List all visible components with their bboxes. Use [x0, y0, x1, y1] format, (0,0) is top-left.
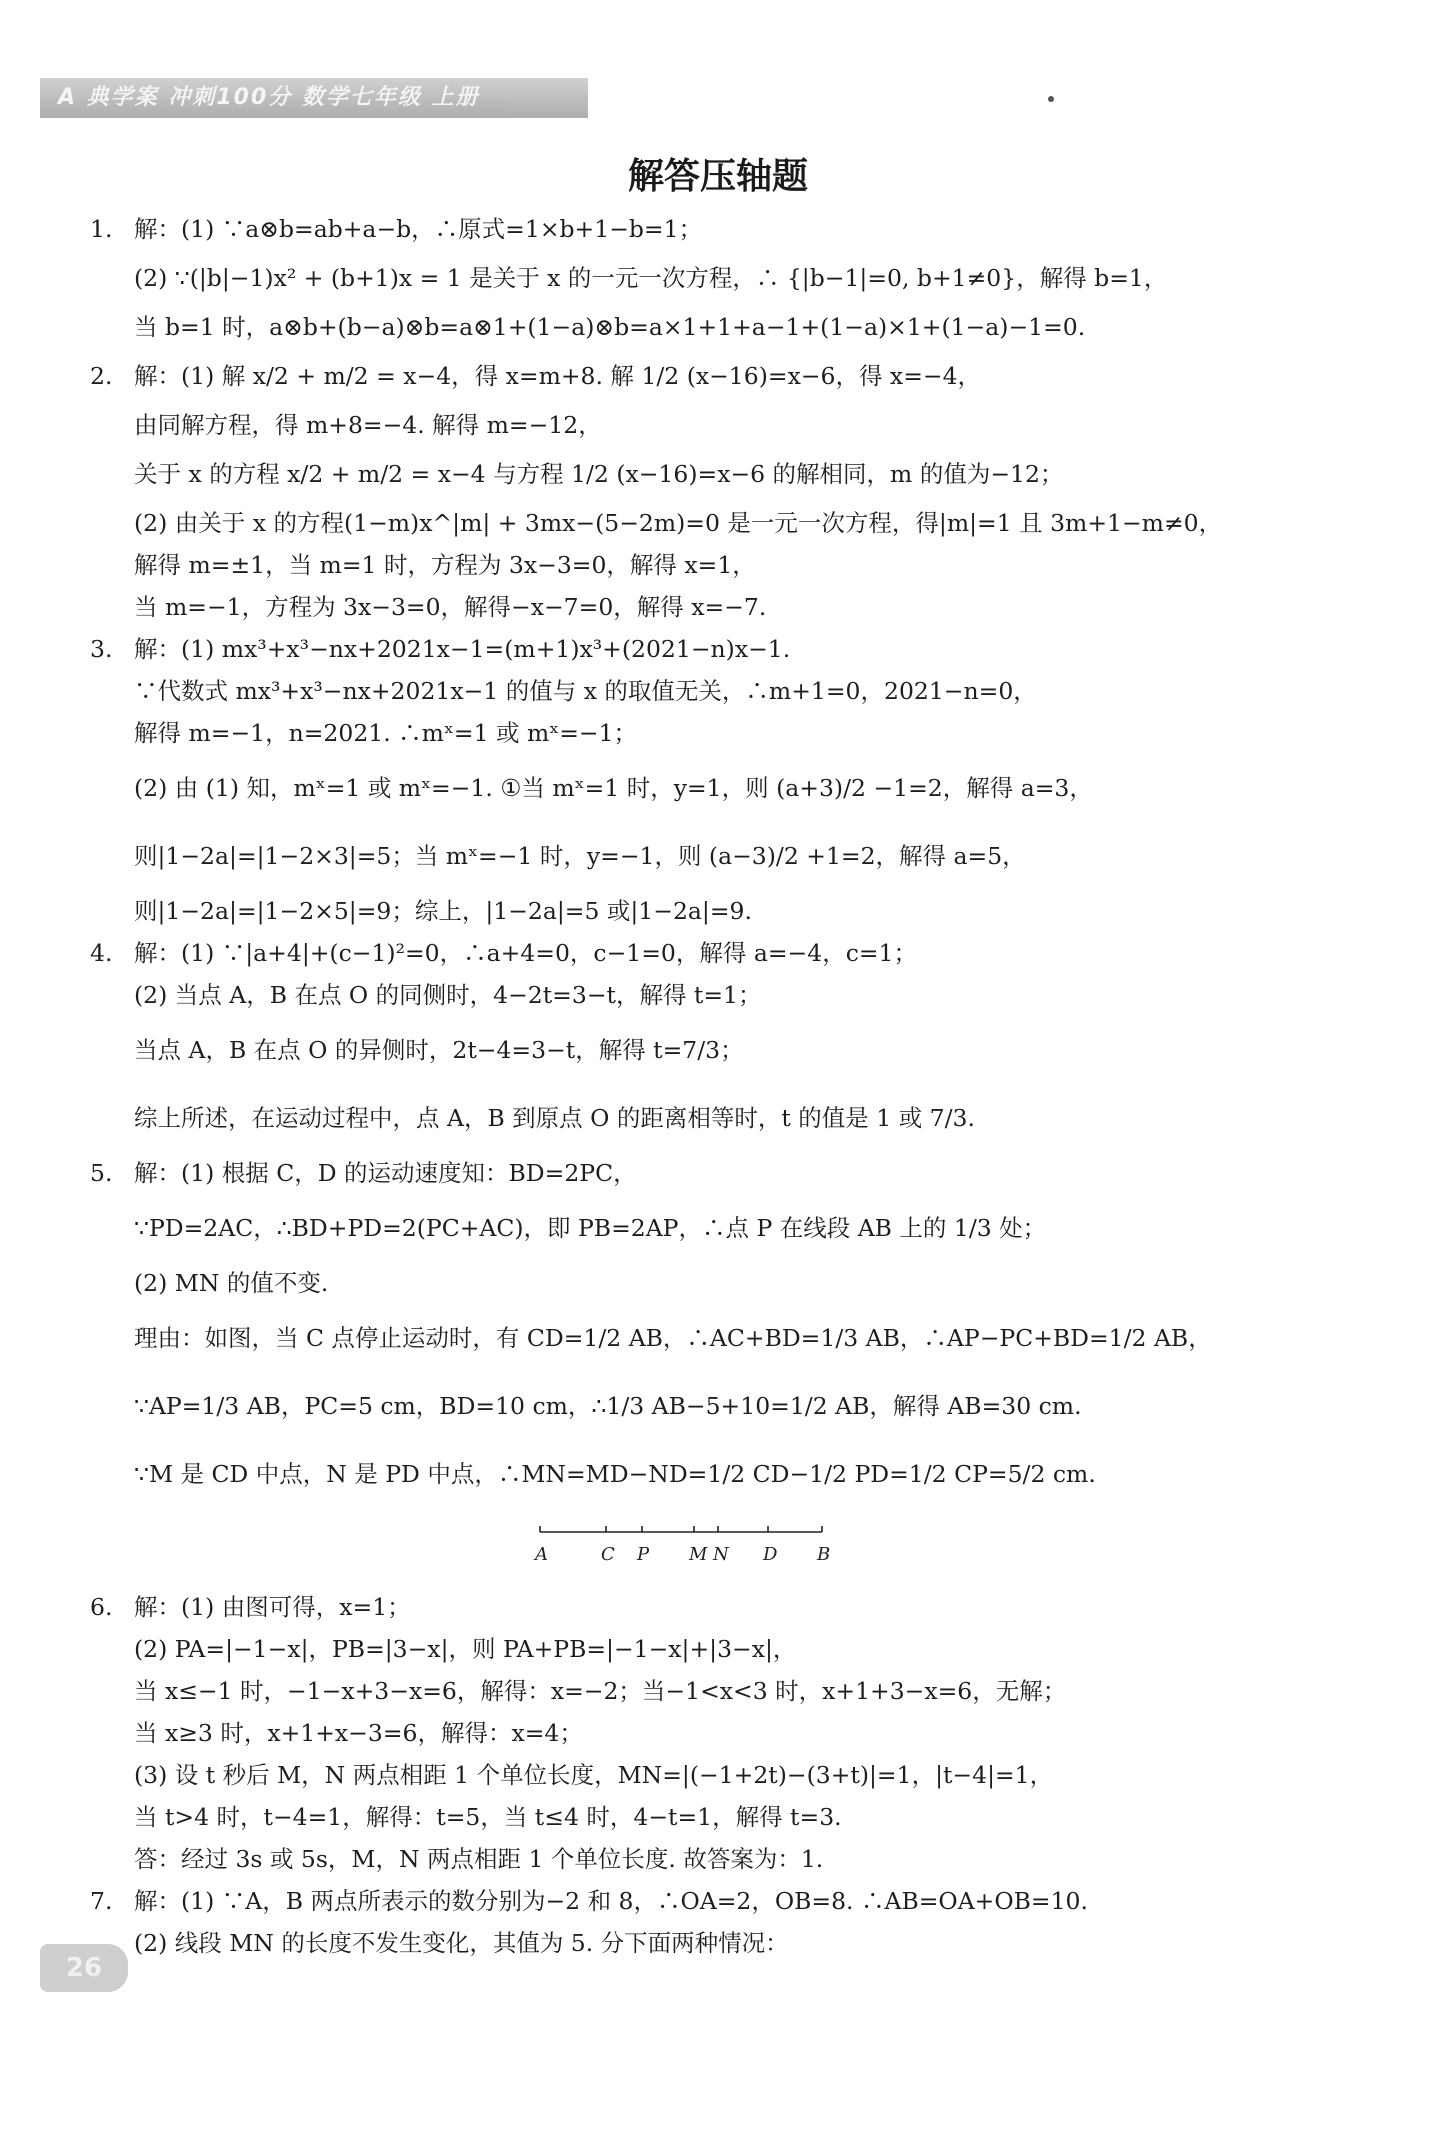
answer-line: [90, 1194, 1380, 1262]
answer-text: 理由：如图，当 C 点停止运动时，有 CD=1/2 AB，∴AC+BD=1/3 AB，∴AP−PC+BD=1/2 AB，: [134, 1324, 1212, 1352]
answer-text: 当 t>4 时，t−4=1，解得：t=5，当 t≤4 时，4−t=1，解得 t=3.: [134, 1803, 842, 1831]
answer-text: 当 b=1 时，a⊗b+(b−a)⊗b=a⊗1+(1−a)⊗b=a×1+1+a−1+(1−a)×1+(1−a)−1=0.: [134, 313, 1086, 341]
page-title: 解答压轴题: [627, 156, 808, 197]
answer-text: 当 m=−1，方程为 3x−3=0，解得−x−7=0，解得 x=−7.: [134, 593, 767, 621]
answer-text: ∵代数式 mx³+x³−nx+2021x−1 的值与 x 的取值无关，∴m+1=0，2021−n=0，: [134, 677, 1037, 705]
answer-text: (2) PA=|−1−x|，PB=|3−x|，则 PA+PB=|−1−x|+|3−x|，: [134, 1635, 797, 1663]
speck-mark: [1048, 96, 1054, 102]
answer-line: [90, 306, 1380, 348]
answer-line: [90, 1440, 1380, 1508]
answer-text: 当点 A，B 在点 O 的异侧时，2t−4=3−t，解得 t=7/3；: [134, 1036, 744, 1064]
answer-line: [90, 502, 1380, 544]
answer-line: [90, 446, 1380, 502]
answer-text: 答：经过 3s 或 5s，M，N 两点相距 1 个单位长度. 故答案为：1.: [134, 1845, 824, 1873]
answer-content: [90, 208, 1380, 1964]
answer-line: [90, 1304, 1380, 1372]
answer-text: 综上所述，在运动过程中，点 A，B 到原点 O 的距离相等时，t 的值是 1 或 7/3.: [134, 1104, 975, 1132]
answer-text: 解：(1) 由图可得，x=1；: [134, 1593, 411, 1621]
answer-line: [90, 822, 1380, 890]
line-segment-diagram: [90, 1508, 1380, 1586]
answer-line: [90, 890, 1380, 932]
question-number: 4.: [90, 939, 113, 967]
point-label: N: [713, 1544, 729, 1565]
answer-line: [90, 670, 1380, 712]
answer-line: [90, 974, 1380, 1016]
page-number-badge: 26: [40, 1944, 128, 1992]
answer-text: ∵AP=1/3 AB，PC=5 cm，BD=10 cm，∴1/3 AB−5+10=1/2 AB，解得 AB=30 cm.: [134, 1392, 1082, 1420]
answer-line: [90, 628, 1380, 670]
answer-line: [90, 1084, 1380, 1152]
answer-line: [90, 1670, 1380, 1712]
answer-line: [90, 250, 1380, 306]
answer-line: [90, 544, 1380, 586]
answer-line: [90, 1586, 1380, 1628]
answer-line: [90, 348, 1380, 404]
answer-text: 解得 m=±1，当 m=1 时，方程为 3x−3=0，解得 x=1，: [134, 551, 756, 579]
answers-block-1: [90, 208, 1380, 1508]
answer-text: ∵M 是 CD 中点，N 是 PD 中点，∴MN=MD−ND=1/2 CD−1/2 PD=1/2 CP=5/2 cm.: [134, 1460, 1096, 1488]
answer-text: 解：(1) 根据 C，D 的运动速度知：BD=2PC，: [134, 1159, 637, 1187]
answer-line: [90, 1152, 1380, 1194]
answer-text: ∵PD=2AC，∴BD+PD=2(PC+AC)，即 PB=2AP，∴点 P 在线段 AB 上的 1/3 处；: [134, 1214, 1047, 1242]
answer-text: 解得 m=−1，n=2021. ∴mˣ=1 或 mˣ=−1；: [134, 719, 638, 747]
question-number: 6.: [90, 1593, 113, 1621]
series-header-banner: A 典学案 冲刺100分 数学七年级 上册: [40, 78, 588, 118]
answer-text: (2) MN 的值不变.: [134, 1269, 329, 1297]
answer-text: (2) ∵(|b|−1)x² + (b+1)x = 1 是关于 x 的一元一次方程，∴ {|b−1|=0, b+1≠0}，解得 b=1，: [134, 264, 1168, 292]
answer-text: 则|1−2a|=|1−2×3|=5；当 mˣ=−1 时，y=−1，则 (a−3)/2 +1=2，解得 a=5，: [134, 842, 1026, 870]
answer-line: [90, 1754, 1380, 1796]
answer-line: [90, 1628, 1380, 1670]
answer-line: [90, 712, 1380, 754]
answer-text: 关于 x 的方程 x/2 + m/2 = x−4 与方程 1/2 (x−16)=x−6 的解相同，m 的值为−12；: [134, 460, 1064, 488]
answer-line: [90, 1016, 1380, 1084]
point-label: D: [763, 1544, 778, 1565]
answer-text: 当 x≤−1 时，−1−x+3−x=6，解得：x=−2；当−1<x<3 时，x+1+3−x=6，无解；: [134, 1677, 1067, 1705]
answer-text: (3) 设 t 秒后 M，N 两点相距 1 个单位长度，MN=|(−1+2t)−(3+t)|=1，|t−4|=1，: [134, 1761, 1054, 1789]
answer-line: [90, 586, 1380, 628]
answer-text: 解：(1) ∵A，B 两点所表示的数分别为−2 和 8，∴OA=2，OB=8. ∴AB=OA+OB=10.: [134, 1887, 1088, 1915]
answer-text: 则|1−2a|=|1−2×5|=9；综上，|1−2a|=5 或|1−2a|=9.: [134, 897, 752, 925]
answer-line: [90, 1838, 1380, 1880]
answer-text: 解：(1) mx³+x³−nx+2021x−1=(m+1)x³+(2021−n)x−1.: [134, 635, 791, 663]
question-number: 3.: [90, 635, 113, 663]
question-number: 2.: [90, 362, 113, 390]
answer-text: 由同解方程，得 m+8=−4. 解得 m=−12，: [134, 411, 602, 439]
answer-line: [90, 932, 1380, 974]
point-label: B: [817, 1544, 831, 1565]
segment-figure: [535, 1516, 940, 1582]
answer-line: [90, 208, 1380, 250]
answer-text: (2) 当点 A，B 在点 O 的同侧时，4−2t=3−t，解得 t=1；: [134, 981, 762, 1009]
answer-text: 解：(1) ∵a⊗b=ab+a−b，∴原式=1×b+1−b=1；: [134, 215, 703, 243]
answer-line: [90, 1796, 1380, 1838]
question-number: 1.: [90, 215, 113, 243]
question-number: 7.: [90, 1887, 113, 1915]
answer-text: 解：(1) 解 x/2 + m/2 = x−4，得 x=m+8. 解 1/2 (x−16)=x−6，得 x=−4，: [134, 362, 982, 390]
answers-block-2: [90, 1586, 1380, 1964]
point-label: P: [637, 1544, 650, 1565]
answer-text: (2) 由 (1) 知，mˣ=1 或 mˣ=−1. ①当 mˣ=1 时，y=1，则 (a+3)/2 −1=2，解得 a=3，: [134, 774, 1093, 802]
answer-line: [90, 1262, 1380, 1304]
answer-line: [90, 1372, 1380, 1440]
point-label: C: [601, 1544, 615, 1565]
question-number: 5.: [90, 1159, 113, 1187]
answer-line: [90, 1880, 1380, 1922]
answer-line: [90, 1712, 1380, 1754]
answer-text: (2) 由关于 x 的方程(1−m)x^|m| + 3mx−(5−2m)=0 是一元一次方程，得|m|=1 且 3m+1−m≠0，: [134, 509, 1223, 537]
answer-text: 当 x≥3 时，x+1+x−3=6，解得：x=4；: [134, 1719, 583, 1747]
answer-text: 解：(1) ∵|a+4|+(c−1)²=0，∴a+4=0，c−1=0，解得 a=−4，c=1；: [134, 939, 917, 967]
answer-line: [90, 1922, 1380, 1964]
point-label: A: [535, 1544, 548, 1565]
answer-line: [90, 754, 1380, 822]
answer-text: (2) 线段 MN 的长度不发生变化，其值为 5. 分下面两种情况：: [134, 1929, 789, 1957]
answer-line: [90, 404, 1380, 446]
point-label: M: [689, 1544, 708, 1565]
